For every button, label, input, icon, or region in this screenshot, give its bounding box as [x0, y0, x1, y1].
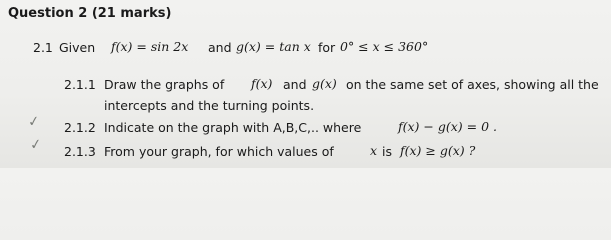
- question-title: Question 2 (21 marks): [8, 6, 172, 21]
- q2-1-1-text-c: intercepts and the turning points.: [104, 98, 315, 113]
- q2-1-joiner: and: [208, 40, 232, 55]
- checkmark-icon: ✓: [28, 136, 43, 154]
- q2-1-1-number: 2.1.1: [64, 77, 96, 92]
- q2-1-1-g-expr: g(x): [312, 76, 337, 91]
- q2-1-1-text-a: Draw the graphs of: [104, 77, 225, 92]
- q2-1-1-text-b: on the same set of axes, showing all the: [346, 77, 599, 92]
- q2-1-2-number: 2.1.2: [64, 120, 96, 135]
- q2-1-2-expr: f(x) − g(x) = 0 .: [398, 119, 497, 134]
- q2-1-domain: 0° ≤ x ≤ 360°: [340, 39, 429, 54]
- q2-1-g-def: g(x) = tan x: [236, 39, 311, 54]
- q2-1-3-text-b: is: [382, 144, 392, 159]
- q2-1-for: for: [318, 40, 336, 55]
- checkmark-icon: ✓: [26, 113, 41, 131]
- q2-1-1-f-expr: f(x): [251, 76, 273, 91]
- q2-1-text: Given: [59, 40, 96, 55]
- q2-1-3-text-a: From your graph, for which values of: [104, 144, 334, 159]
- q2-1-number: 2.1: [33, 40, 53, 55]
- q2-1-3-var: x: [370, 143, 378, 158]
- q2-1-3-expr: f(x) ≥ g(x) ?: [400, 143, 476, 158]
- q2-1-1-joiner: and: [283, 77, 307, 92]
- q2-1-f-def: f(x) = sin 2x: [111, 39, 189, 54]
- q2-1-2-text: Indicate on the graph with A,B,C,.. where: [104, 120, 362, 135]
- q2-1-3-number: 2.1.3: [64, 144, 96, 159]
